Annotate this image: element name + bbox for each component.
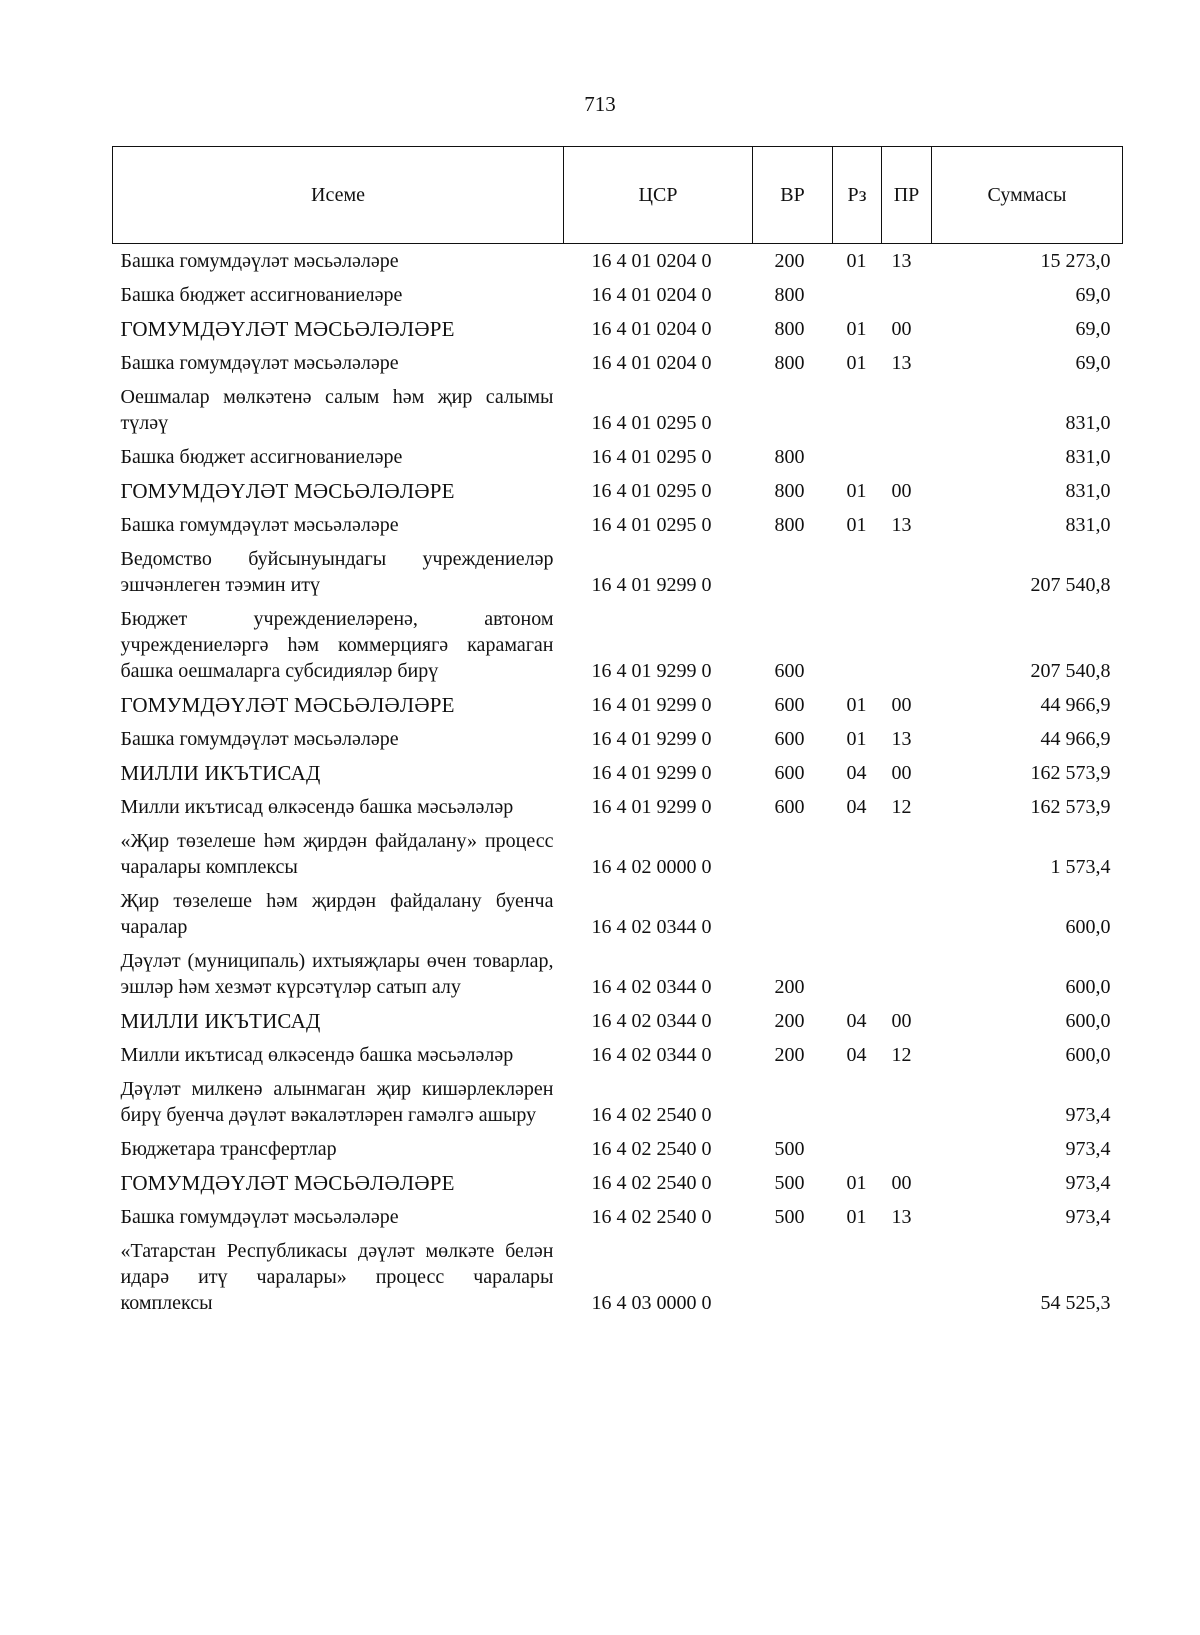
header-csr: ЦСР: [564, 147, 753, 244]
row-csr: 16 4 01 9299 0: [591, 762, 712, 784]
row-vr: 500: [774, 1206, 805, 1228]
row-csr: 16 4 02 2540 0: [591, 1138, 712, 1160]
row-rz: [833, 602, 882, 688]
table-row: [113, 508, 1123, 542]
row-csr: 16 4 01 0204 0: [591, 318, 712, 340]
table-row: [113, 312, 1123, 346]
table-row: [113, 346, 1123, 380]
table-row: [113, 756, 1123, 790]
row-rz: [833, 1132, 882, 1166]
row-name: Башка гомумдәүләт мәсьәләләре: [120, 1206, 399, 1228]
row-rz: 01: [846, 1206, 867, 1228]
row-rz: 01: [846, 1172, 867, 1194]
row-rz: [833, 1072, 882, 1132]
row-pr: [882, 1234, 932, 1320]
row-vr: [753, 380, 833, 440]
row-name: Оешмалар мөлкәтенә салым һәм җир салымы түләү: [120, 386, 554, 434]
row-name: Башка бюджет ассигнованиеләре: [120, 284, 403, 306]
row-sum: 973,4: [1065, 1172, 1111, 1194]
row-rz: 01: [846, 514, 867, 536]
row-vr: [753, 1234, 833, 1320]
table-row: [113, 1072, 1123, 1132]
row-pr: [882, 440, 932, 474]
row-sum: 831,0: [1065, 480, 1111, 502]
row-name: Милли икътисад өлкәсендә башка мәсьәләләр: [120, 796, 514, 818]
row-rz: 01: [846, 250, 867, 272]
row-pr: [882, 1072, 932, 1132]
table-row: [113, 440, 1123, 474]
row-pr: [882, 278, 932, 312]
row-sum: 831,0: [1065, 446, 1111, 468]
table-body: [113, 244, 1123, 1321]
row-csr: 16 4 01 9299 0: [591, 796, 712, 818]
row-sum: 600,0: [1065, 1010, 1111, 1032]
header-rz: Рз: [833, 147, 882, 244]
row-vr: 600: [774, 694, 805, 716]
header-name: Исеме: [113, 147, 564, 244]
table-header: [113, 147, 1123, 244]
row-vr: 800: [774, 318, 805, 340]
header-vr: ВР: [753, 147, 833, 244]
row-name: «Татарстан Республикасы дәүләт мөлкәте белән идарә итү чаралары» процесс чаралары комплексы: [120, 1240, 554, 1314]
row-pr: 13: [891, 728, 912, 750]
row-rz: [833, 278, 882, 312]
row-rz: [833, 884, 882, 944]
row-rz: [833, 944, 882, 1004]
row-vr: 200: [774, 250, 805, 272]
table-row: [113, 1004, 1123, 1038]
row-sum: 973,4: [1065, 1138, 1111, 1160]
row-pr: 13: [891, 352, 912, 374]
row-csr: 16 4 01 9299 0: [591, 574, 712, 596]
row-name: Бюджетара трансфертлар: [120, 1138, 337, 1160]
row-rz: 04: [846, 1044, 867, 1066]
row-name: «Җир төзелеше һәм җирдән файдалану» процесс чаралары комплексы: [120, 830, 554, 878]
row-name: Җир төзелеше һәм җирдән файдалану буенча чаралар: [120, 890, 554, 938]
row-vr: 800: [774, 480, 805, 502]
table-row: [113, 278, 1123, 312]
row-pr: [882, 824, 932, 884]
header-sum: Суммасы: [932, 147, 1123, 244]
table-row: [113, 1038, 1123, 1072]
row-csr: 16 4 02 2540 0: [591, 1104, 712, 1126]
row-sum: 44 966,9: [1040, 728, 1111, 750]
row-name: Бюджет учреждениеләренә, автоном учреждениеләргә һәм коммерциягә карамаган башка оешмаларга субсидияләр бирү: [120, 608, 554, 682]
row-rz: 04: [846, 1010, 867, 1032]
table-row: [113, 542, 1123, 602]
row-csr: 16 4 01 0295 0: [591, 514, 712, 536]
row-vr: 200: [774, 976, 805, 998]
row-name: Башка гомумдәүләт мәсьәләләре: [120, 352, 399, 374]
row-pr: 00: [891, 1172, 912, 1194]
row-pr: 12: [891, 1044, 912, 1066]
table-row: [113, 474, 1123, 508]
row-rz: 04: [846, 762, 867, 784]
row-sum: 69,0: [1075, 318, 1111, 340]
row-csr: 16 4 02 0344 0: [591, 1010, 712, 1032]
row-csr: 16 4 01 0295 0: [591, 446, 712, 468]
row-sum: 69,0: [1075, 284, 1111, 306]
row-csr: 16 4 01 9299 0: [591, 728, 712, 750]
row-rz: 01: [846, 480, 867, 502]
row-pr: 00: [891, 694, 912, 716]
row-pr: 00: [891, 318, 912, 340]
row-vr: 800: [774, 352, 805, 374]
row-pr: [882, 602, 932, 688]
table-row: [113, 1132, 1123, 1166]
row-vr: 200: [774, 1044, 805, 1066]
row-name: ГОМУМДӘҮЛӘТ МӘСЬӘЛӘЛӘРЕ: [120, 479, 455, 503]
row-pr: [882, 944, 932, 1004]
row-rz: 01: [846, 352, 867, 374]
row-name: Ведомство буйсынуындагы учреждениеләр эшчәнлеген тәэмин итү: [120, 548, 554, 596]
table-row: [113, 1166, 1123, 1200]
table-row: [113, 1200, 1123, 1234]
row-csr: 16 4 02 0344 0: [591, 976, 712, 998]
row-name: Дәүләт милкенә алынмаган җир кишәрлекләрен бирү буенча дәүләт вәкаләтләрен гамәлгә ашыру: [120, 1078, 554, 1126]
row-name: ГОМУМДӘҮЛӘТ МӘСЬӘЛӘЛӘРЕ: [120, 317, 455, 341]
row-vr: [753, 1072, 833, 1132]
row-rz: [833, 824, 882, 884]
row-csr: 16 4 02 2540 0: [591, 1172, 712, 1194]
row-name: МИЛЛИ ИКЪТИСАД: [120, 1009, 321, 1033]
row-sum: 600,0: [1065, 1044, 1111, 1066]
row-csr: 16 4 02 0344 0: [591, 916, 712, 938]
budget-table: [112, 146, 1123, 1320]
table-row: [113, 380, 1123, 440]
row-rz: [833, 380, 882, 440]
row-sum: 600,0: [1065, 916, 1111, 938]
row-vr: 600: [774, 796, 805, 818]
row-csr: 16 4 01 0295 0: [591, 480, 712, 502]
row-sum: 207 540,8: [1030, 660, 1111, 682]
row-sum: 831,0: [1065, 412, 1111, 434]
row-csr: 16 4 02 0000 0: [591, 856, 712, 878]
row-csr: 16 4 02 2540 0: [591, 1206, 712, 1228]
table-row: [113, 722, 1123, 756]
row-sum: 162 573,9: [1030, 796, 1111, 818]
row-pr: [882, 542, 932, 602]
table-row: [113, 944, 1123, 1004]
row-name: Башка гомумдәүләт мәсьәләләре: [120, 250, 399, 272]
row-sum: 1 573,4: [1050, 856, 1111, 878]
table-row: [113, 602, 1123, 688]
row-name: Дәүләт (муниципаль) ихтыяҗлары өчен товарлар, эшләр һәм хезмәт күрсәтүләр сатып алу: [120, 950, 554, 998]
row-vr: [753, 884, 833, 944]
row-csr: 16 4 01 0295 0: [591, 412, 712, 434]
row-csr: 16 4 01 9299 0: [591, 660, 712, 682]
row-pr: 12: [891, 796, 912, 818]
table-row: [113, 884, 1123, 944]
row-sum: 162 573,9: [1030, 762, 1111, 784]
row-pr: 00: [891, 480, 912, 502]
row-pr: [882, 884, 932, 944]
page-number: 713: [584, 92, 616, 116]
table-row: [113, 824, 1123, 884]
row-csr: 16 4 01 0204 0: [591, 284, 712, 306]
row-name: ГОМУМДӘҮЛӘТ МӘСЬӘЛӘЛӘРЕ: [120, 1171, 455, 1195]
row-vr: 500: [774, 1138, 805, 1160]
row-pr: 00: [891, 762, 912, 784]
row-rz: 04: [846, 796, 867, 818]
row-name: Башка гомумдәүләт мәсьәләләре: [120, 728, 399, 750]
row-sum: 54 525,3: [1040, 1292, 1111, 1314]
row-name: Башка гомумдәүләт мәсьәләләре: [120, 514, 399, 536]
row-csr: 16 4 01 9299 0: [591, 694, 712, 716]
row-pr: 13: [891, 1206, 912, 1228]
row-csr: 16 4 01 0204 0: [591, 352, 712, 374]
row-vr: 500: [774, 1172, 805, 1194]
row-name: МИЛЛИ ИКЪТИСАД: [120, 761, 321, 785]
row-vr: [753, 542, 833, 602]
row-name: Башка бюджет ассигнованиеләре: [120, 446, 403, 468]
row-sum: 15 273,0: [1040, 250, 1111, 272]
row-rz: 01: [846, 728, 867, 750]
row-sum: 207 540,8: [1030, 574, 1111, 596]
row-rz: [833, 542, 882, 602]
row-pr: [882, 380, 932, 440]
row-vr: 200: [774, 1010, 805, 1032]
row-sum: 973,4: [1065, 1104, 1111, 1126]
row-sum: 44 966,9: [1040, 694, 1111, 716]
row-sum: 831,0: [1065, 514, 1111, 536]
row-vr: 800: [774, 514, 805, 536]
row-vr: 600: [774, 660, 805, 682]
row-name: ГОМУМДӘҮЛӘТ МӘСЬӘЛӘЛӘРЕ: [120, 693, 455, 717]
table-row: [113, 688, 1123, 722]
row-sum: 973,4: [1065, 1206, 1111, 1228]
table-row: [113, 790, 1123, 824]
table-row: [113, 1234, 1123, 1320]
row-vr: [753, 824, 833, 884]
row-pr: [882, 1132, 932, 1166]
row-pr: 13: [891, 250, 912, 272]
row-vr: 800: [774, 446, 805, 468]
row-rz: [833, 1234, 882, 1320]
row-csr: 16 4 01 0204 0: [591, 250, 712, 272]
row-rz: 01: [846, 694, 867, 716]
row-pr: 00: [891, 1010, 912, 1032]
header-pr: ПР: [882, 147, 932, 244]
row-name: Милли икътисад өлкәсендә башка мәсьәләләр: [120, 1044, 514, 1066]
row-vr: 600: [774, 762, 805, 784]
row-csr: 16 4 03 0000 0: [591, 1292, 712, 1314]
row-sum: 69,0: [1075, 352, 1111, 374]
row-rz: [833, 440, 882, 474]
table-row: [113, 244, 1123, 279]
row-sum: 600,0: [1065, 976, 1111, 998]
row-rz: 01: [846, 318, 867, 340]
row-csr: 16 4 02 0344 0: [591, 1044, 712, 1066]
row-pr: 13: [891, 514, 912, 536]
row-vr: 600: [774, 728, 805, 750]
row-vr: 800: [774, 284, 805, 306]
